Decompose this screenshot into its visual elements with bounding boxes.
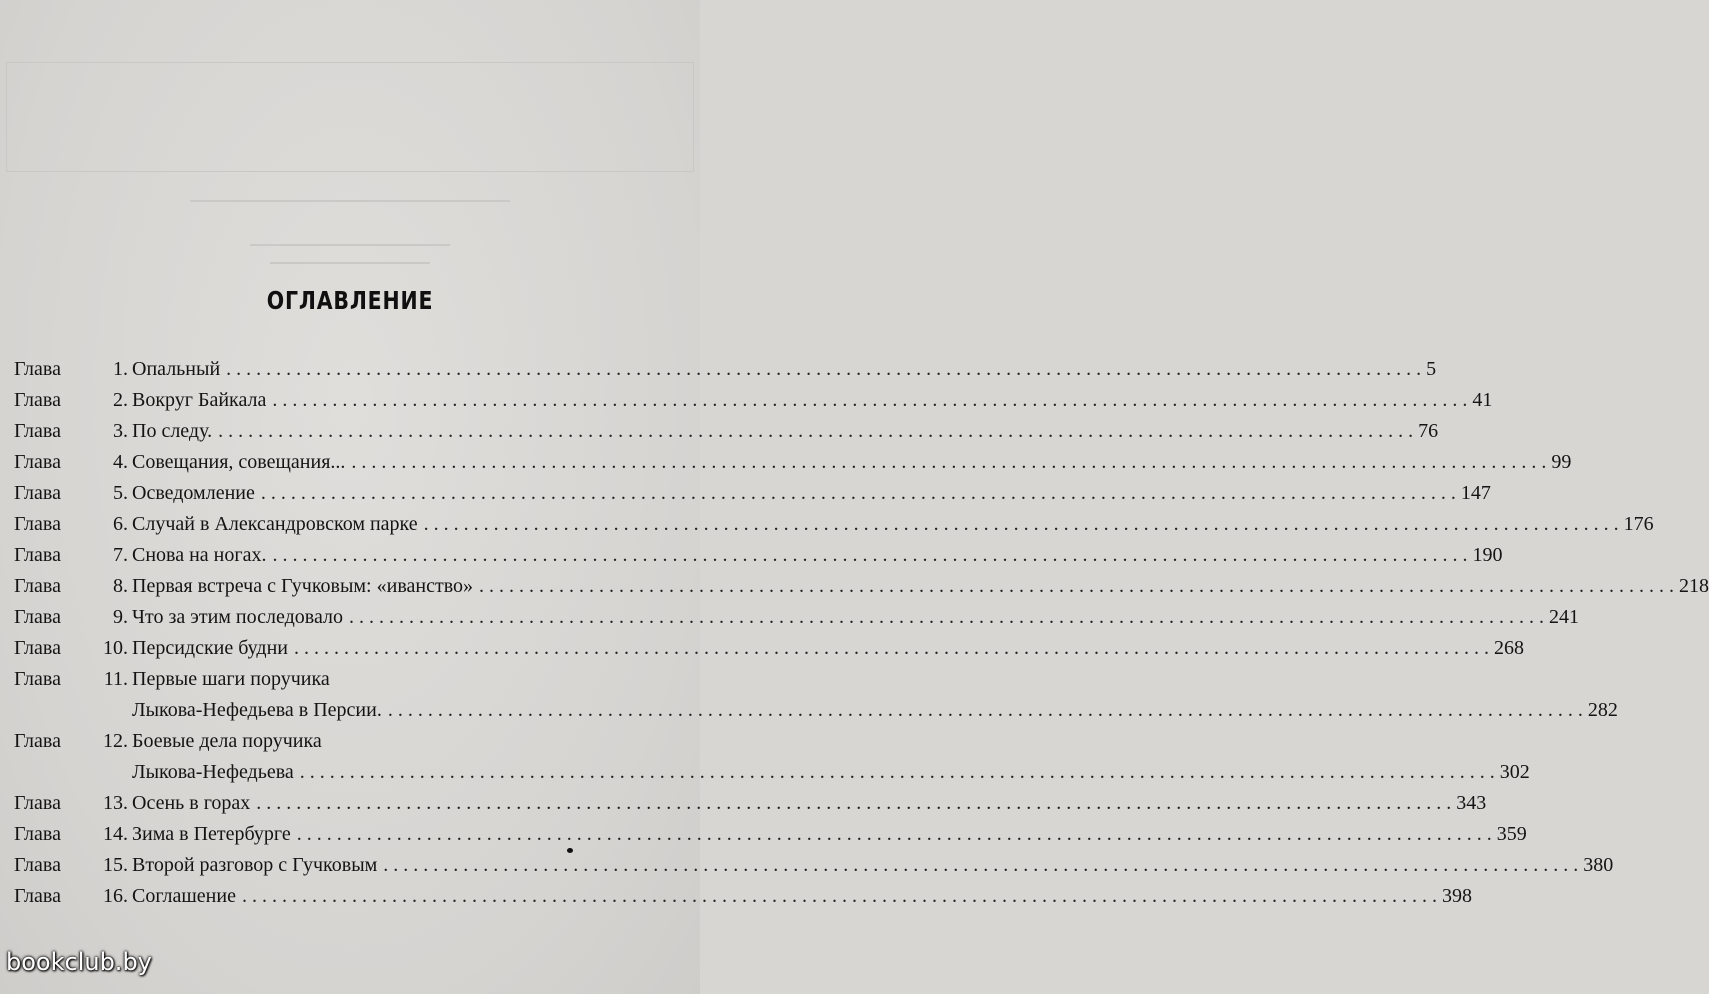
chapter-word: Глава [14,730,61,752]
chapter-title: Опальный [132,358,221,380]
page-number: 190 [1472,544,1503,566]
chapter-word: Глава [14,420,61,442]
toc-row [14,726,636,756]
chapter-number: 10. [103,637,128,659]
toc-row [14,416,1439,446]
chapter-number: 9. [113,606,128,628]
chapter-number: 15. [103,854,128,876]
show-through-line [270,262,430,264]
chapter-number: 1. [113,358,128,380]
page-number: 302 [1499,761,1530,783]
dot-leader: ........................................................................................................................ [256,792,1457,814]
toc-row [14,602,1579,632]
page-number: 398 [1441,885,1472,907]
page-number: 343 [1456,792,1487,814]
chapter-title: Осень в горах [132,792,251,814]
chapter-number: 2. [113,389,128,411]
chapter-title: Совещания, совещания... [132,451,346,473]
dot-leader: ........................................................................................................................ [241,885,1442,907]
chapter-title: По следу. [132,420,213,442]
toc-row [14,819,1527,849]
dot-leader: ........................................................................................................................ [218,420,1419,442]
dot-leader: ........................................................................................................................ [387,699,1588,721]
toc-row [14,664,636,694]
dot-leader: ........................................................................................................................ [423,513,1624,535]
chapter-title: Зима в Петербурге [132,823,291,845]
chapter-number: 6. [113,513,128,535]
chapter-title: Случай в Александровском парке [132,513,418,535]
chapter-word: Глава [14,668,61,690]
page-number: 380 [1583,854,1614,876]
dot-leader: ........................................................................................................................ [294,637,1494,659]
chapter-number: 14. [103,823,128,845]
chapter-title: Лыкова-Нефедьева в Персии. [132,699,382,721]
dot-leader: ........................................................................................................................ [351,451,1552,473]
page-number: 268 [1494,637,1524,659]
toc-row [14,447,1572,477]
chapter-word: Глава [14,792,61,814]
chapter-title: Соглашение [132,885,236,907]
toc-row [14,633,1524,663]
chapter-number: 12. [103,730,128,752]
page-number: 41 [1472,389,1493,411]
dot-leader: ........................................................................................................................ [383,854,1584,876]
chapter-title: Первая встреча с Гучковым: «иванство» [132,575,473,597]
watermark-text: bookclub.by [6,948,152,976]
chapter-title: Персидские будни [132,637,288,659]
chapter-number: 16. [103,885,128,907]
show-through-line [250,244,450,246]
chapter-title: Вокруг Байкала [132,389,267,411]
chapter-word: Глава [14,389,61,411]
page-number: 282 [1587,699,1618,721]
chapter-title: Второй разговор с Гучковым [132,854,378,876]
chapter-title: Что за этим последовало [132,606,343,628]
chapter-word: Глава [14,854,61,876]
dot-leader: ........................................................................................................................ [226,358,1427,380]
chapter-word: Глава [14,606,61,628]
toc-row [14,788,1487,818]
toc-row [14,478,1491,508]
toc-row [14,850,1614,880]
chapter-title: Первые шаги поручика [132,668,330,690]
chapter-number: 4. [113,451,128,473]
page-number: 218 [1679,575,1709,597]
show-through-box [6,62,694,172]
show-through-line [190,200,510,202]
toc-row [14,757,1530,787]
chapter-word: Глава [14,544,61,566]
chapter-title: Лыкова-Нефедьева [132,761,294,783]
dot-leader: ........................................................................................................................ [296,823,1497,845]
chapter-number: 3. [113,420,128,442]
chapter-title: Снова на ногах. [132,544,267,566]
page-number: 176 [1623,513,1654,535]
chapter-word: Глава [14,637,61,659]
dot-leader: ........................................................................................................................ [349,606,1549,628]
toc-row [14,881,1472,911]
dot-leader: ........................................................................................................................ [299,761,1500,783]
chapter-word: Глава [14,513,61,535]
page-number: 147 [1460,482,1491,504]
page-title: ОГЛАВЛЕНИЕ [266,286,434,315]
page-number: 5 [1426,358,1437,380]
chapter-number: 8. [113,575,128,597]
dot-leader: ........................................................................................................................ [260,482,1461,504]
toc-row [14,571,1709,601]
page-number: 76 [1418,420,1439,442]
page-number: 99 [1551,451,1572,473]
dot-leader: ........................................................................................................................ [272,544,1473,566]
chapter-word: Глава [14,823,61,845]
chapter-word: Глава [14,451,61,473]
page-number: 359 [1496,823,1527,845]
chapter-word: Глава [14,358,61,380]
chapter-number: 7. [113,544,128,566]
chapter-number: 13. [103,792,128,814]
chapter-word: Глава [14,575,61,597]
chapter-word: Глава [14,482,61,504]
dot-leader: ........................................................................................................................ [479,575,1679,597]
chapter-number: 5. [113,482,128,504]
toc-row [14,354,1437,384]
toc-row [14,509,1654,539]
toc-row [14,695,1618,725]
chapter-number: 11. [103,668,128,690]
dot-leader: ........................................................................................................................ [272,389,1473,411]
ink-speck [567,848,573,853]
toc-row [14,540,1503,570]
page-number: 241 [1549,606,1579,628]
chapter-title: Боевые дела поручика [132,730,322,752]
chapter-word: Глава [14,885,61,907]
chapter-title: Осведомление [132,482,255,504]
toc-row [14,385,1493,415]
